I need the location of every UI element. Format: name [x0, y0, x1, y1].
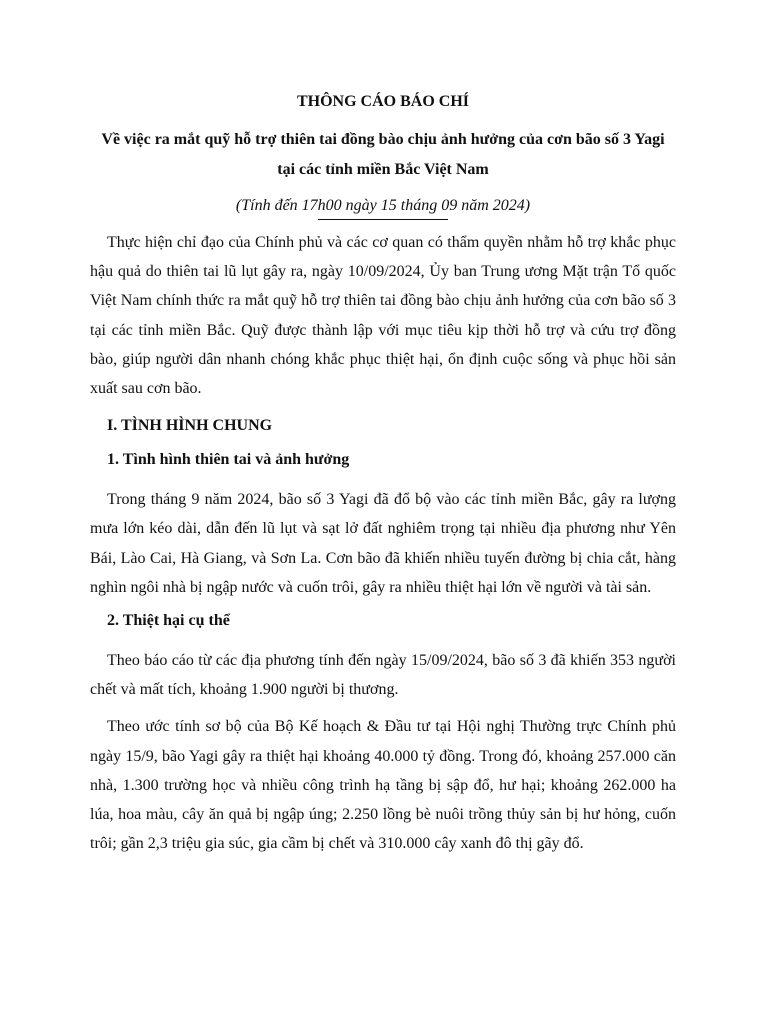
casualties-paragraph: Theo báo cáo từ các địa phương tính đến ngày 15/09/2024, bão số 3 đã khiến 353 người chết và mất tích, khoảng 1.900 người bị thương. — [90, 652, 676, 699]
divider-rule — [318, 219, 448, 220]
subtitle-line-2: tại các tỉnh miền Bắc Việt Nam — [277, 161, 489, 178]
subsection-heading-disaster-situation: 1. Tình hình thiên tai và ảnh hưởng — [107, 451, 350, 469]
disaster-situation-paragraph: Trong tháng 9 năm 2024, bão số 3 Yagi đã đổ bộ vào các tỉnh miền Bắc, gây ra lượng mưa lớn kéo dài, dẫn đến lũ lụt và sạt lở đất nghiêm trọng tại nhiều địa phương như Yên Bái, Lào Cai, Hà Giang, và Sơn La. Cơn bão đã khiến nhiều tuyến đường bị chia cắt, hàng nghìn ngôi nhà bị ngập nước và cuốn trôi, gây ra nhiều thiệt hại lớn về người và tài sản. — [90, 491, 676, 596]
intro-paragraph: Thực hiện chỉ đạo của Chính phủ và các cơ quan có thẩm quyền nhằm hỗ trợ khắc phục hậu quả do thiên tai lũ lụt gây ra, ngày 10/09/2024, Ủy ban Trung ương Mặt trận Tổ quốc Việt Nam chính thức ra mắt quỹ hỗ trợ thiên tai đồng bào chịu ảnh hưởng của cơn bão số 3 tại các tỉnh miền Bắc. Quỹ được thành lập với mục tiêu kịp thời hỗ trợ và cứu trợ đồng bào, giúp người dân nhanh chóng khắc phục thiệt hại, ổn định cuộc sống và phục hồi sản xuất sau cơn bão. — [90, 234, 676, 398]
section-heading-general: I. TÌNH HÌNH CHUNG — [107, 417, 273, 435]
document-title: THÔNG CÁO BÁO CHÍ — [296, 93, 469, 110]
document-subtitle — [90, 125, 676, 185]
damage-estimate-paragraph: Theo ước tính sơ bộ của Bộ Kế hoạch & Đầu tư tại Hội nghị Thường trực Chính phủ ngày 15/9, bão Yagi gây ra thiệt hại khoảng 40.000 tỷ đồng. Trong đó, khoảng 257.000 căn nhà, 1.300 trường học và nhiều công trình hạ tầng bị sập đổ, hư hại; khoảng 262.000 ha lúa, hoa màu, cây ăn quả bị ngập úng; 2.250 lồng bè nuôi trồng thủy sản bị hư hỏng, cuốn trôi; gần 2,3 triệu gia súc, gia cầm bị chết và 310.000 cây xanh đô thị gãy đổ. — [90, 718, 676, 853]
subtitle-line-1: Về việc ra mắt quỹ hỗ trợ thiên tai đồng bào chịu ảnh hưởng của cơn bão số 3 Yagi — [101, 131, 665, 148]
subsection-heading-specific-damage: 2. Thiệt hại cụ thể — [107, 612, 230, 630]
date-note: (Tính đến 17h00 ngày 15 tháng 09 năm 2024) — [235, 197, 531, 214]
